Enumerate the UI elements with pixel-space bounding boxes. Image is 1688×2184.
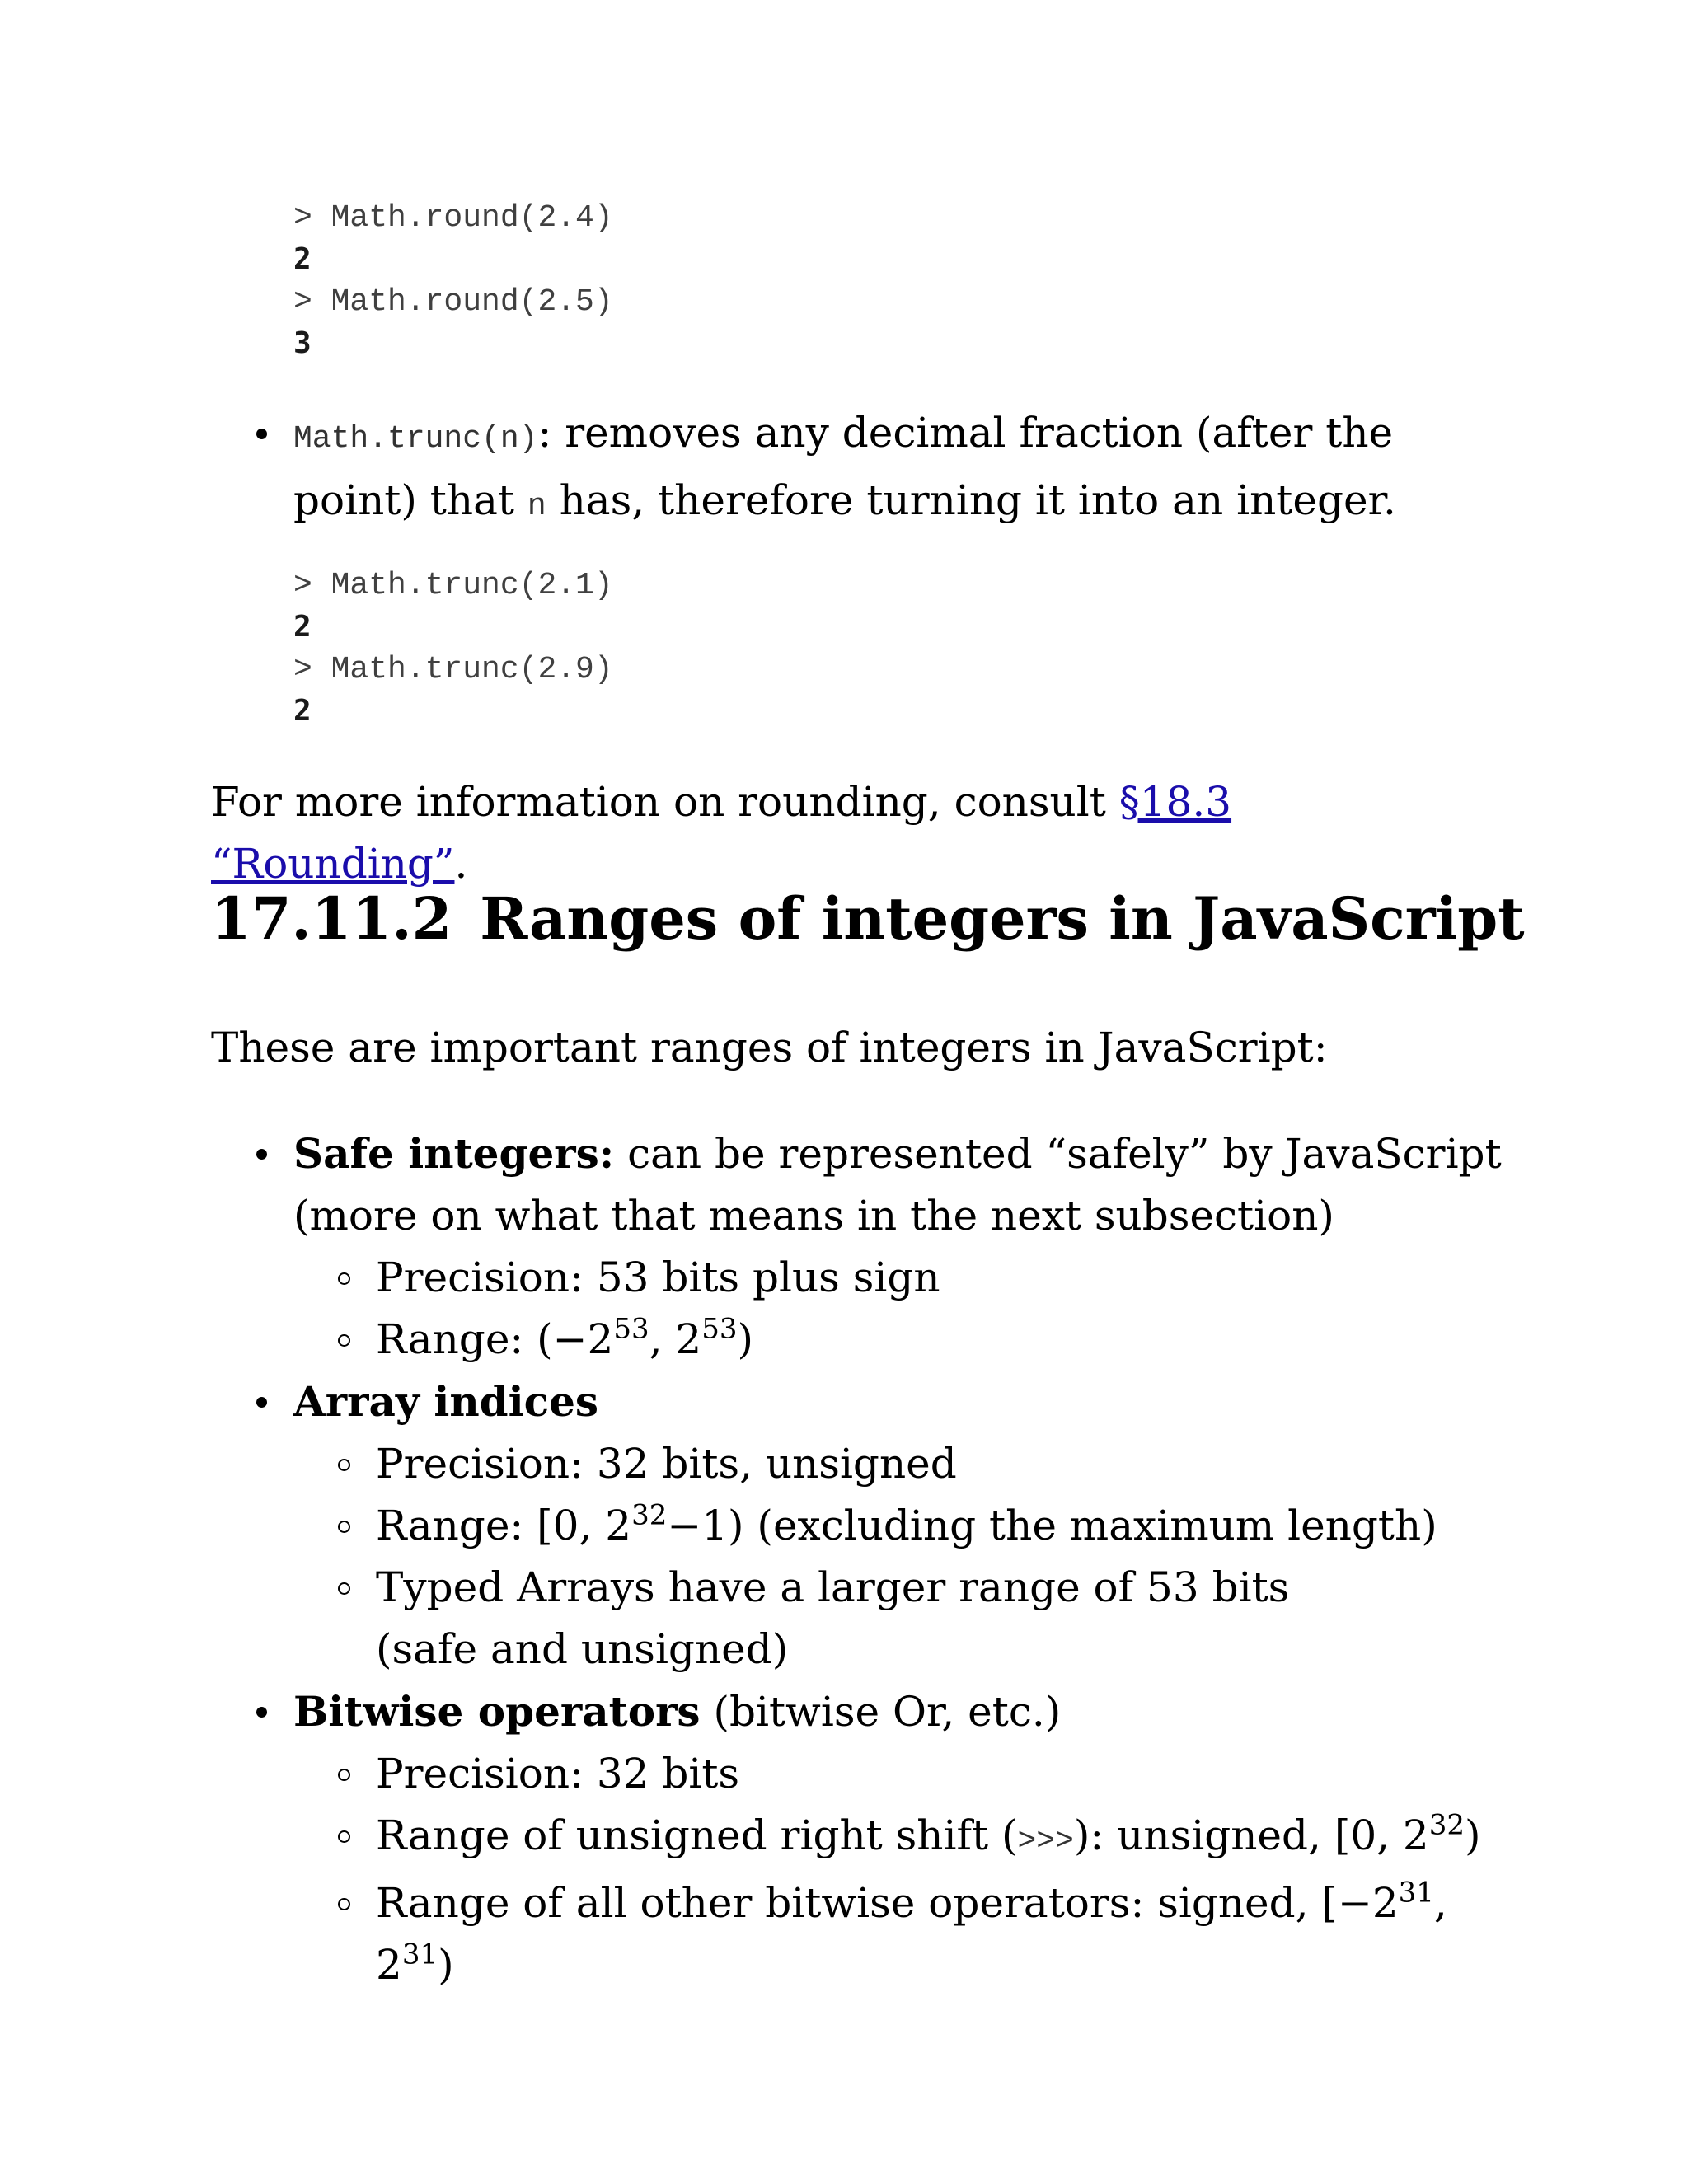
list-item-safe-integers: [211, 1122, 1530, 1371]
section-number: 17.11.2: [211, 884, 452, 953]
integer-ranges-list: [211, 1122, 1530, 1996]
code-block-trunc: [293, 565, 613, 733]
sublist-item: Range: [0, $2^{32}-1$) (excluding the maximum length): [293, 1495, 1530, 1557]
code-output: 2: [293, 610, 312, 644]
code-output: 3: [293, 326, 312, 360]
inline-code: n: [527, 489, 546, 524]
sublist-item: Range of unsigned right shift (>>>): unsigned, [0, $2^{32}$): [293, 1805, 1530, 1872]
section-title: Ranges of integers in JavaScript: [480, 884, 1525, 953]
paragraph-text: .: [454, 840, 468, 888]
list-item-label: Array indices: [293, 1377, 599, 1426]
code-block-round: [293, 198, 613, 366]
list-item-label: Safe integers:: [293, 1129, 615, 1178]
list-item-math-trunc: [211, 402, 1497, 537]
sublist: [293, 1247, 1530, 1371]
intro-paragraph: These are important ranges of integers in JavaScript:: [211, 1024, 1328, 1071]
list-item-text: (bitwise Or, etc.): [700, 1688, 1062, 1736]
section-heading: [211, 874, 1525, 964]
sublist: [293, 1433, 1530, 1680]
sublist-item: Range of all other bitwise operators: signed, [$-2^{31}$, $2^{31}$): [293, 1872, 1530, 1996]
list-item-array-indices: [211, 1371, 1530, 1680]
code-output: 2: [293, 242, 312, 276]
code-output: 2: [293, 694, 312, 728]
code-line: > Math.trunc(2.9): [293, 652, 613, 687]
inline-code: >>>: [1017, 1824, 1074, 1859]
rounding-section-link[interactable]: §18.3 “Rounding”: [211, 778, 1232, 888]
code-line: > Math.trunc(2.1): [293, 568, 613, 603]
code-line: > Math.round(2.4): [293, 200, 613, 236]
sublist: [293, 1743, 1530, 1996]
inline-code: Math.trunc(n): [293, 421, 538, 457]
list-item-text: : removes any decimal fraction (after the point) that: [293, 409, 1394, 524]
sublist-item: Typed Arrays have a larger range of 53 bits (safe and unsigned): [293, 1557, 1348, 1680]
list-item-bitwise-operators: [211, 1680, 1530, 1996]
paragraph-text: For more information on rounding, consult: [211, 778, 1119, 826]
list-item-text: can be represented “safely” by JavaScript (more on what that means in the next subsection): [293, 1130, 1502, 1240]
sublist-item: Range: ($-2^{53}$, $2^{53}$): [293, 1309, 1530, 1371]
list-item-text: has, therefore turning it into an integer.: [546, 476, 1396, 524]
code-line: > Math.round(2.5): [293, 284, 613, 320]
sublist-item: Precision: 32 bits: [293, 1743, 1530, 1805]
list-item-label: Bitwise operators: [293, 1687, 701, 1736]
sublist-item: Precision: 32 bits, unsigned: [293, 1433, 1530, 1495]
sublist-item: Precision: 53 bits plus sign: [293, 1247, 1530, 1309]
